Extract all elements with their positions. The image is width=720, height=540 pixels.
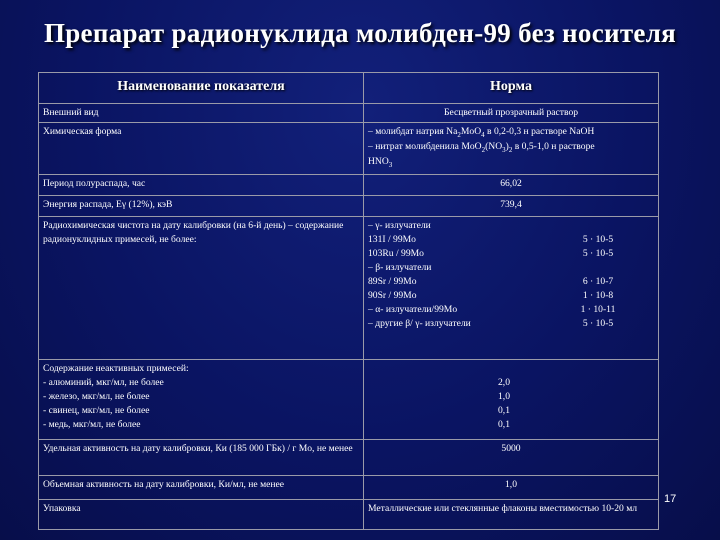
radiochem-item [368,247,654,261]
cell-energy-norm: 739,4 [364,196,659,217]
inactive-header: Содержание неактивных примесей: [43,363,189,375]
cell-appearance-name: Внешний вид [39,104,364,123]
radiochem-item-value: 5 · 10-5 [582,317,614,329]
cell-inactive-norm [364,360,659,440]
cell-packaging-name: Упаковка [39,500,364,530]
radiochem-item-value: 6 · 10-7 [582,275,614,287]
inactive-item-label: - железо, мкг/мл, не более [43,391,150,403]
page-number: 17 [664,493,677,505]
inactive-item-value: 0,1 [498,418,510,430]
header-indicator: Наименование показателя [39,73,364,104]
cell-chemform-name: Химическая форма [39,123,364,175]
inactive-item-value: 2,0 [498,377,510,389]
cell-specific-activity-name: Удельная активность на дату калибровки, Ки (185 000 ГБк) / г Mo, не менее [39,440,364,476]
table-row [39,440,659,476]
cell-volume-activity-norm: 1,0 [364,476,659,500]
radiochem-item-label: 90Sr / 99Mo [368,289,417,301]
radiochem-item-label: 89Sr / 99Mo [368,275,417,287]
inactive-item-value: 0,1 [498,405,510,417]
inactive-values [368,376,654,432]
radiochem-item-value: 5 · 10-5 [582,248,614,260]
cell-packaging-norm: Металлические или стеклянные флаконы вместимостью 10-20 мл [364,500,659,530]
cell-inactive-name [39,360,364,440]
cell-appearance-norm: Бесцветный прозрачный раствор [364,104,659,123]
cell-radiochem-norm [364,217,659,360]
table-row [39,175,659,196]
table-header-row [39,73,659,104]
radiochem-item [368,303,654,317]
inactive-item-label: - алюминий, мкг/мл, не более [43,377,164,389]
radiochem-item [368,275,654,289]
radiochem-item [368,233,654,247]
chemform-line-3: $HNO_3$ [368,156,393,170]
radiochem-item-label: – α- излучатели/99Mo [368,303,458,315]
radiochem-item-value: 1 · 10-8 [582,289,614,301]
cell-radiochem-name: Радиохимическая чистота на дату калибровки (на 6-й день) – содержание радионуклидных примесей, не более: [39,217,364,360]
cell-specific-activity-norm: 5000 [364,440,659,476]
radiochem-item-value: 5 · 10-5 [582,234,614,246]
radiochem-item [368,317,654,331]
radiochem-item-value [543,261,653,275]
radiochem-item-label: 103Ru / 99Mo [368,248,424,260]
radiochem-item [368,219,654,233]
specification-table [38,72,659,530]
table-row [39,217,659,360]
radiochem-item [368,261,654,275]
table-row [39,500,659,530]
table-row [39,360,659,440]
radiochem-item-label: – β- излучатели [368,261,432,273]
inactive-item-label: - свинец, мкг/мл, не более [43,404,150,416]
slide-title: Препарат радионуклида молибден-99 без носителя [43,18,677,48]
inactive-labels [43,376,359,432]
table-row [39,476,659,500]
radiochem-item-value: 1 · 10-11 [580,303,616,315]
chemform-line-2: – нитрат молибденила $MoO_2(NO_3)_2$ в 0,5-1,0 н растворе [368,141,595,155]
radiochem-list [368,219,654,330]
cell-halflife-name: Период полураспада, час [39,175,364,196]
radiochem-item-label: 131I / 99Mo [368,234,416,246]
table-row [39,196,659,217]
inactive-item-label: - медь, мкг/мл, не более [43,418,141,430]
radiochem-item [368,289,654,303]
radiochem-item-label: – другие β/ γ- излучатели [368,317,471,329]
inactive-item-value: 1,0 [498,391,510,403]
radiochem-item-value [543,219,653,233]
header-norm: Норма [364,73,659,104]
radiochem-item-label: – γ- излучатели [368,220,431,232]
cell-energy-name: Энергия распада, Eγ (12%), кэВ [39,196,364,217]
cell-halflife-norm: 66,02 [364,175,659,196]
chemform-line-1: – молибдат натрия $Na_2MoO_4$ в 0,2-0,3 н растворе NaOH [368,126,595,140]
cell-chemform-norm [364,123,659,175]
cell-volume-activity-name: Объемная активность на дату калибровки, Ки/мл, не менее [39,476,364,500]
table-row [39,104,659,123]
table-row [39,123,659,175]
